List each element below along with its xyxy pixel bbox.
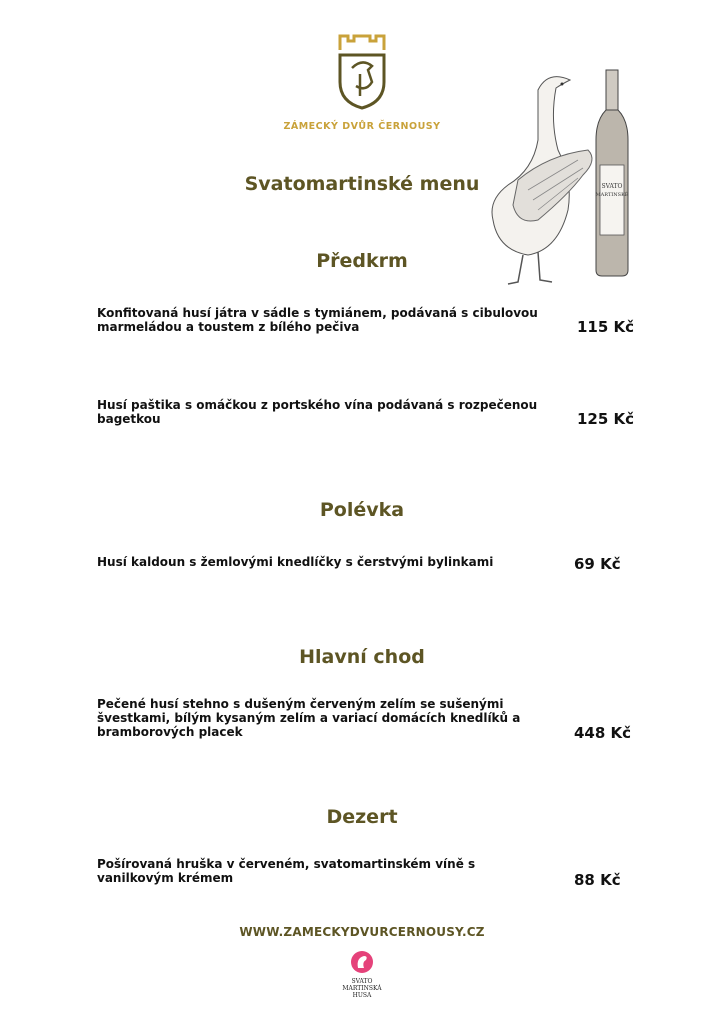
section-heading: Dezert <box>326 806 398 828</box>
svg-text:SVATO: SVATO <box>601 183 623 190</box>
menu-item-price: 125 Kč <box>577 410 635 428</box>
description-line: bramborových placek <box>97 725 243 739</box>
website-link[interactable]: WWW.ZAMECKYDVURCERNOUSY.CZ <box>239 925 485 939</box>
badge-line-1: SVATO <box>351 978 373 985</box>
badge-line-2: MARTINSKÁ <box>342 985 382 992</box>
menu-item-price: 69 Kč <box>574 555 621 573</box>
menu-item-description <box>97 398 557 426</box>
menu-item-description <box>97 857 557 885</box>
description-line: Konfitovaná husí játra v sádle s tymiánem, podávaná s cibulovou <box>97 306 538 320</box>
menu-item-price: 115 Kč <box>577 318 635 336</box>
description-line: vanilkovým krémem <box>97 871 234 885</box>
page-title: Svatomartinské menu <box>244 173 480 195</box>
description-line: Husí paštika s omáčkou z portského vína podávaná s rozpečenou <box>97 398 538 412</box>
castle-logo-icon <box>330 30 394 110</box>
description-line: švestkami, bílým kysaným zelím a variací domácích knedlíků a <box>97 711 521 725</box>
menu-item-description <box>97 306 557 334</box>
menu-item-price: 88 Kč <box>574 871 621 889</box>
section-heading: Předkrm <box>316 250 408 272</box>
section-heading: Hlavní chod <box>299 646 425 668</box>
goose-badge-icon <box>346 950 378 976</box>
description-line: Pečené husí stehno s dušeným červeným zelím se sušenými <box>97 697 504 711</box>
brand-name: ZÁMECKÝ DVŮR ČERNOUSY <box>283 121 441 132</box>
section-heading: Polévka <box>319 499 405 521</box>
menu-item-description <box>97 697 557 739</box>
svg-text:MARTINSKÉ: MARTINSKÉ <box>595 192 629 198</box>
menu-item-description <box>97 555 557 569</box>
badge-line-3: HUSA <box>352 992 372 999</box>
description-line: Pošírovaná hruška v červeném, svatomartinském víně s <box>97 857 476 871</box>
description-line: marmeládou a toustem z bílého pečiva <box>97 320 360 334</box>
description-line: bagetkou <box>97 412 161 426</box>
menu-item-price: 448 Kč <box>574 724 632 742</box>
description-line: Husí kaldoun s žemlovými knedlíčky s čerstvými bylinkami <box>97 555 494 569</box>
